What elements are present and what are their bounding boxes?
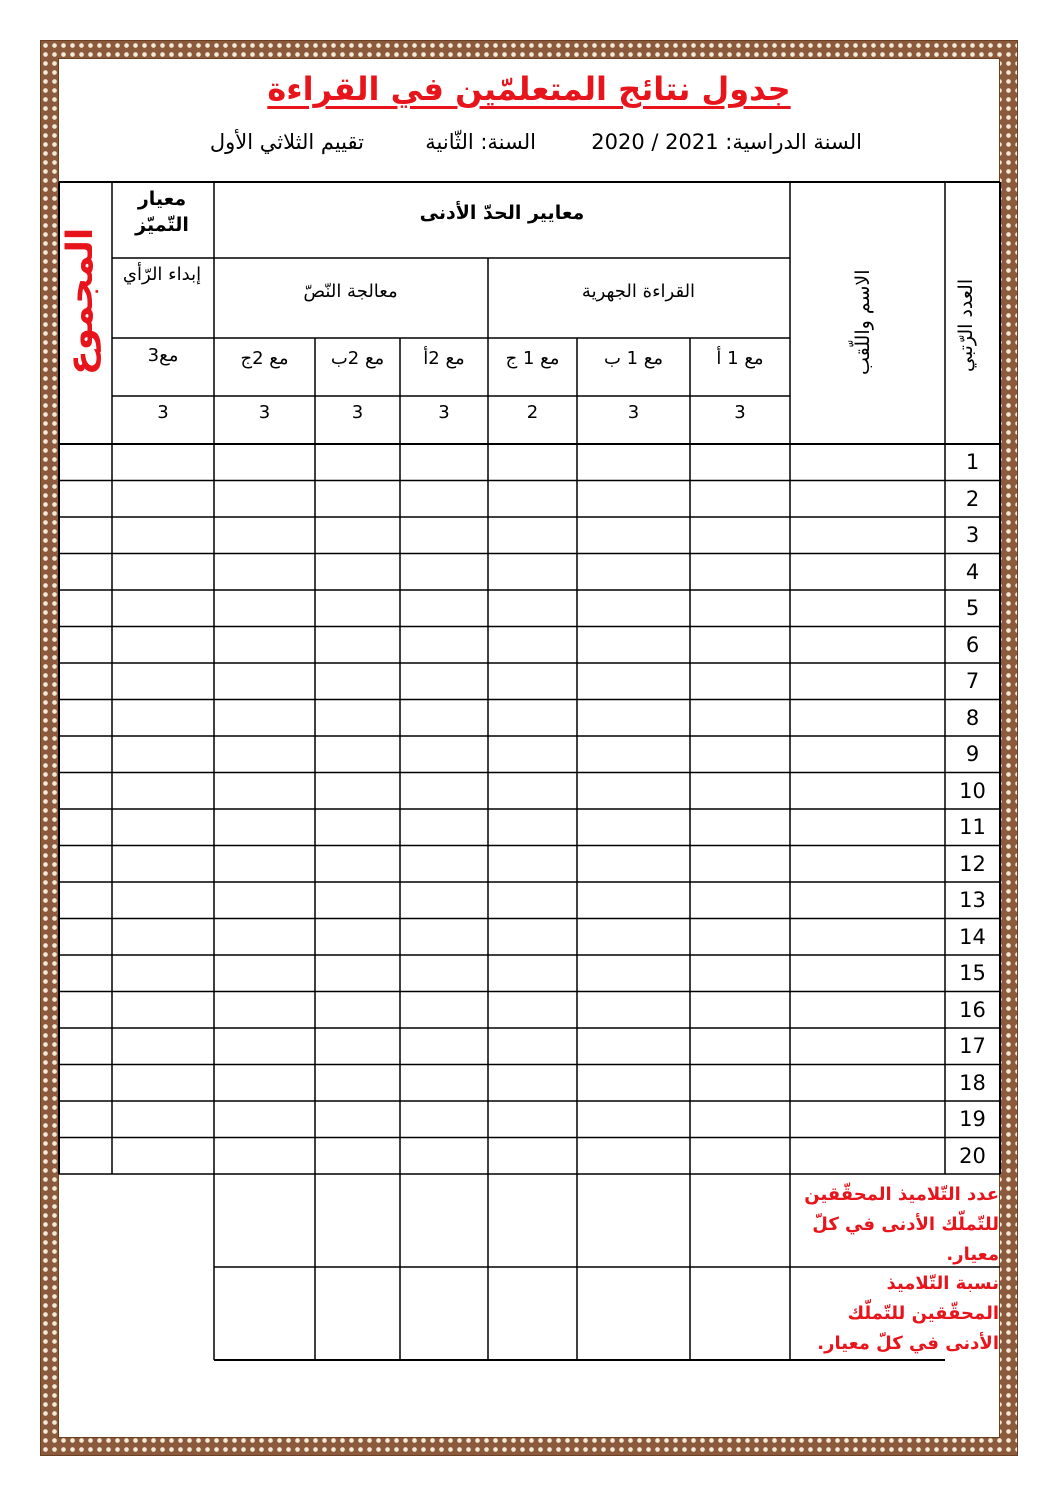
loud-reading-header: القراءة الجهرية — [581, 281, 696, 302]
row-number: 16 — [959, 997, 986, 1022]
name-header: الاسم واللّقب — [852, 269, 874, 375]
criterion-max-score: 3 — [734, 402, 746, 423]
row-number: 7 — [965, 669, 980, 693]
row-number: 11 — [959, 815, 986, 839]
page-title: جدول نتائج المتعلمّين في القراءة — [267, 70, 791, 108]
rank-header: العدد الرّتبي — [955, 278, 977, 372]
text-processing-header: معالجة النّصّ — [303, 281, 398, 302]
criterion-max-score: 3 — [157, 402, 169, 423]
school-year-label: السنة الدراسية: — [725, 130, 862, 154]
count-achievers-label: عدد التّلاميذ المحقّقين للتّملّك الأدنى في كلّ معيار. — [804, 1184, 999, 1265]
criterion-max-score: 2 — [526, 402, 539, 423]
row-number: 13 — [959, 888, 986, 912]
row-number: 15 — [959, 961, 986, 985]
row-number: 9 — [965, 742, 980, 766]
row-number: 19 — [959, 1107, 986, 1131]
criterion-max-score: 3 — [627, 402, 640, 423]
evaluation-label: تقييم الثلاثي الأول — [209, 130, 364, 154]
criterion-max-score: 3 — [438, 402, 450, 423]
row-number: 8 — [965, 705, 980, 730]
row-number: 2 — [965, 486, 980, 511]
criterion-label: مع 1 ب — [603, 348, 664, 369]
school-year-value: 2020 / 2021 — [591, 130, 719, 154]
criterion-label: مع 1 أ — [716, 348, 764, 369]
min-criteria-header: معايير الحدّ الأدنى — [419, 202, 585, 224]
criterion-max-score: 3 — [258, 402, 271, 423]
row-number: 12 — [959, 851, 986, 876]
row-number: 3 — [965, 523, 980, 547]
criterion-label: مع 2ج — [240, 348, 289, 369]
excellence-criterion-header: معيار التّميّز — [135, 188, 189, 236]
total-header: المجموع — [60, 227, 101, 375]
criterion-label: مع 2أ — [423, 348, 465, 369]
row-number: 14 — [959, 924, 986, 949]
row-number: 1 — [965, 450, 980, 474]
criterion-label: مع 1 ج — [505, 348, 560, 369]
row-number: 17 — [959, 1034, 986, 1058]
criterion-max-score: 3 — [351, 402, 364, 423]
criterion-label: مع 2ب — [330, 348, 385, 369]
grade-label: السنة: الثّانية — [425, 130, 536, 154]
row-number: 4 — [965, 559, 980, 584]
row-number: 6 — [965, 632, 980, 657]
row-number: 5 — [965, 596, 980, 620]
row-number: 18 — [959, 1070, 986, 1095]
row-number: 10 — [959, 778, 986, 803]
row-number: 20 — [959, 1143, 986, 1168]
percent-achievers-label: نسبة التّلاميذ المحقّقين للتّملّك الأدنى في كلّ معيار. — [817, 1273, 999, 1354]
opinion-header: إبداء الرّأي — [122, 264, 202, 285]
criterion-label: مع3 — [147, 345, 179, 366]
